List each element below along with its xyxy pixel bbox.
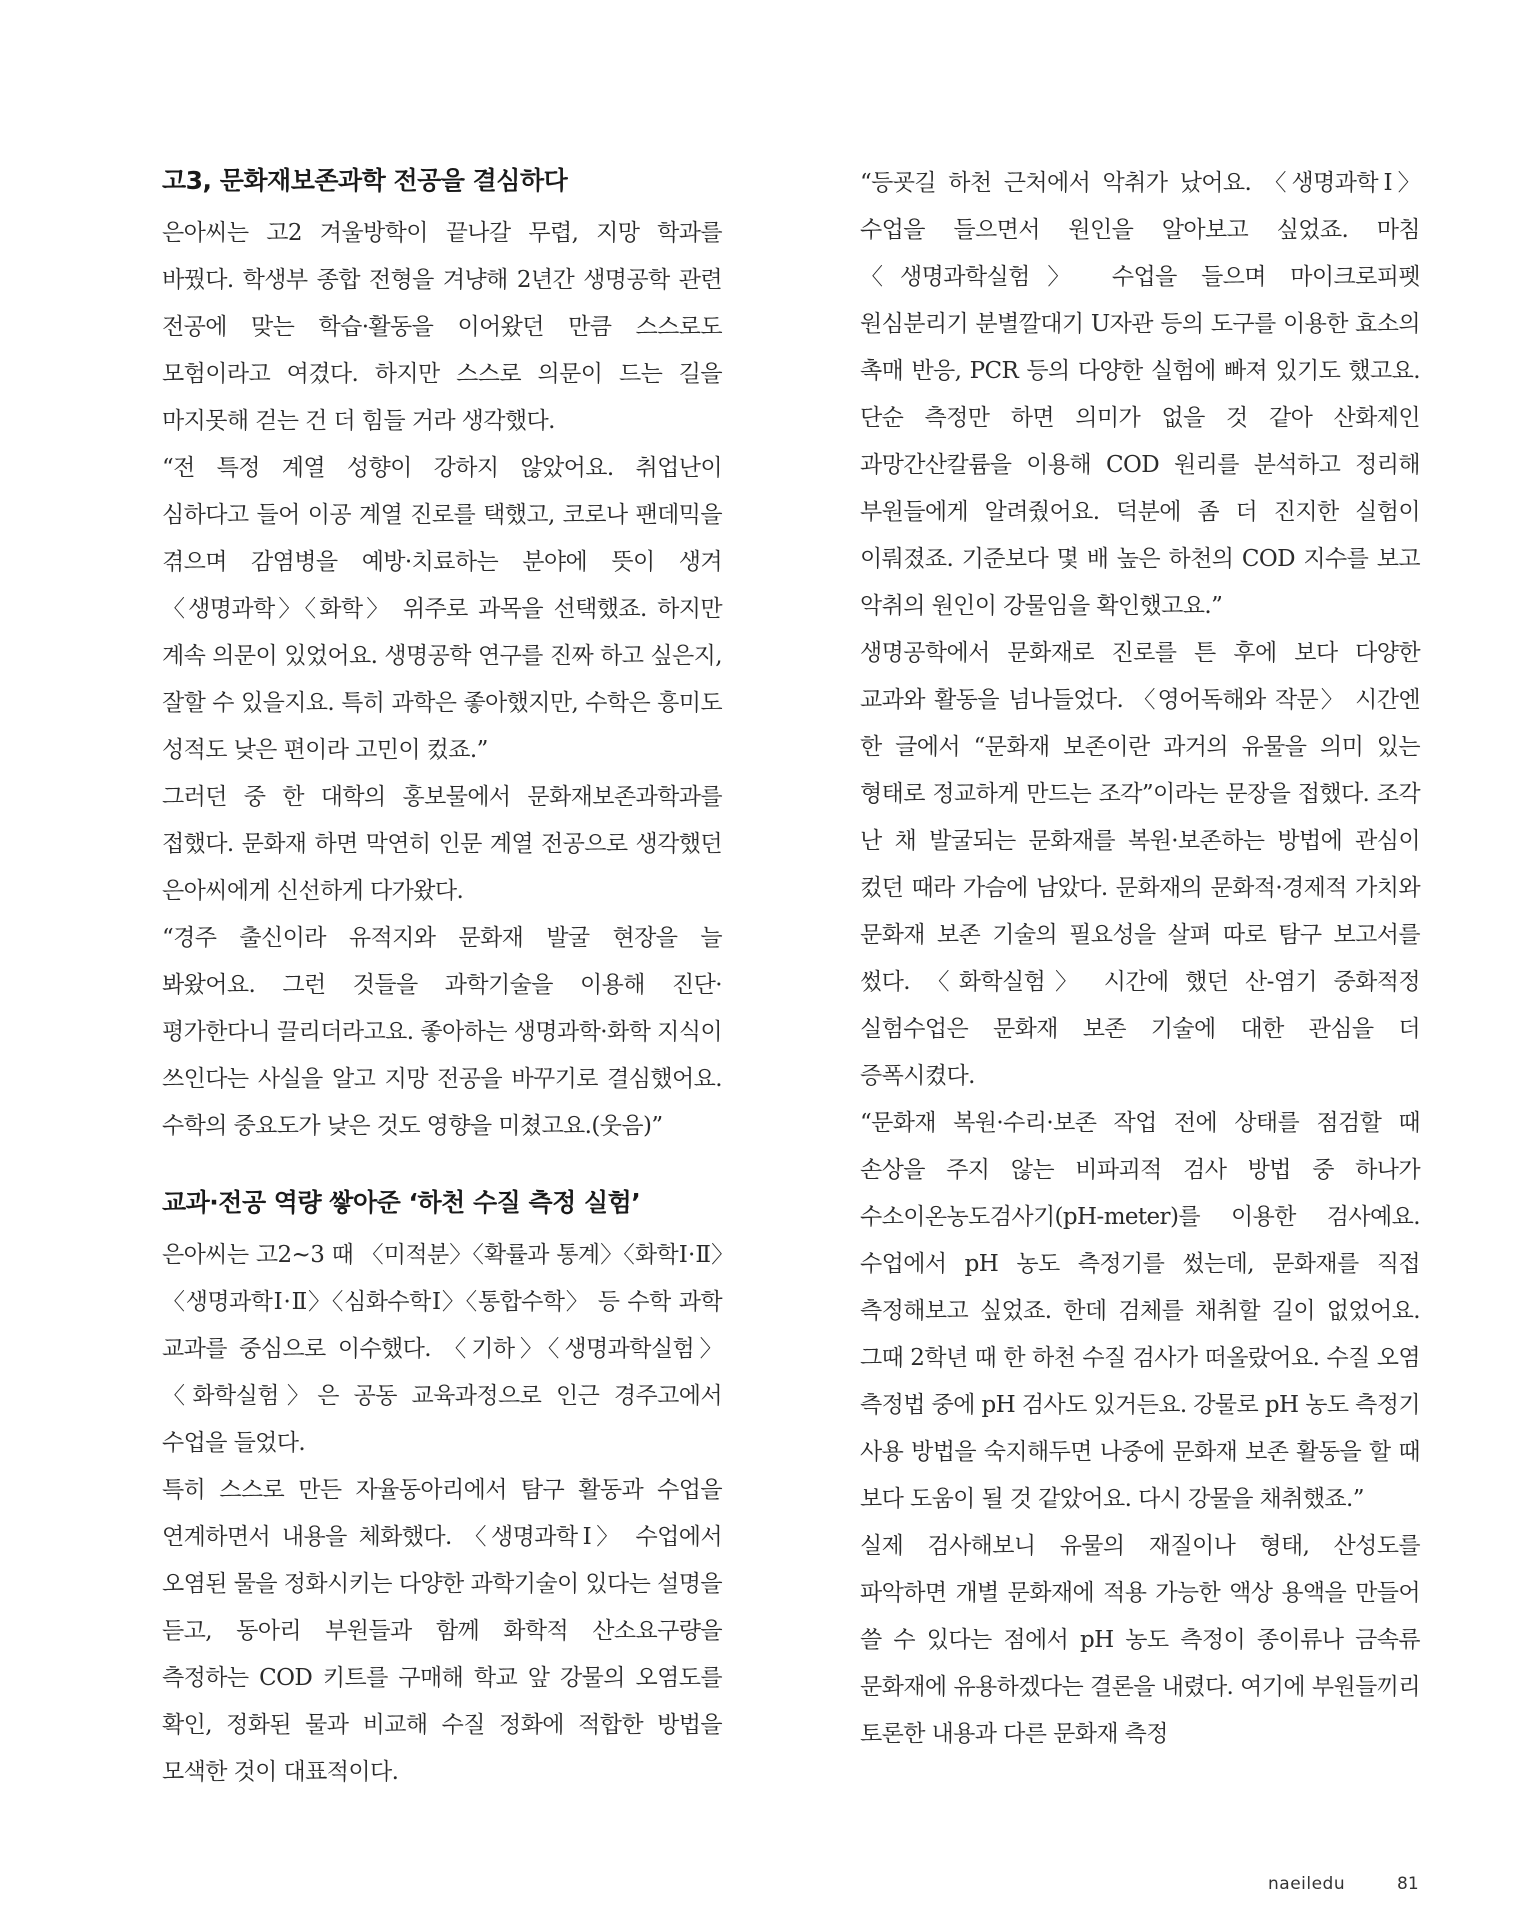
paragraph: 그러던 중 한 대학의 홍보물에서 문화재보존과학과를 접했다. 문화재 하면 막연히 인문 계열 전공으로 생각했던 은아씨에게 신선하게 다가왔다. xyxy=(162,784,722,904)
section-heading-2: 교과·전공 역량 쌓아준 ‘하천 수질 측정 실험’ xyxy=(162,1188,641,1217)
right-column xyxy=(860,160,1420,1758)
paragraph: “등굣길 하천 근처에서 악취가 났어요. 〈생명과학Ⅰ〉 수업을 들으면서 원인을 알아보고 싶었죠. 마침 〈생명과학실험〉 수업을 들으며 마이크로피펫 원심분리기 분별깔대기 U자관 등의 도구를 이용한 효소의 촉매 반응, PCR 등의 다양한 실험에 빠져 있기도 했고요. 단순 측정만 하면 의미가 없을 것 같아 산화제인 과망간산칼륨을 이용해 COD 원리를 분석하고 정리해 부원들에게 알려줬어요. 덕분에 좀 더 진지한 실험이 이뤄졌죠. 기준보다 몇 배 높은 하천의 COD 지수를 보고 악취의 원인이 강물임을 확인했고요.” xyxy=(860,170,1420,619)
footer-brand: naeiledu xyxy=(1268,1874,1346,1894)
paragraph: 은아씨는 고2~3 때 〈미적분〉〈확률과 통계〉〈화학Ⅰ·Ⅱ〉〈생명과학Ⅰ·Ⅱ〉〈심화수학Ⅰ〉〈통합수학〉 등 수학 과학 교과를 중심으로 이수했다. 〈기하〉〈생명과학실험〉〈화학실험〉은 공동 교육과정으로 인근 경주고에서 수업을 들었다. xyxy=(162,1242,722,1456)
left-column xyxy=(162,160,722,1796)
paragraph: 생명공학에서 문화재로 진로를 튼 후에 보다 다양한 교과와 활동을 넘나들었다. 〈영어독해와 작문〉 시간엔 한 글에서 “문화재 보존이란 과거의 유물을 의미 있는 형태로 정교하게 만드는 조각”이라는 문장을 접했다. 조각 난 채 발굴되는 문화재를 복원·보존하는 방법에 관심이 컸던 때라 가슴에 남았다. 문화재의 문화적·경제적 가치와 문화재 보존 기술의 필요성을 살펴 따로 탐구 보고서를 썼다. 〈화학실험〉 시간에 했던 산-염기 중화적정 실험수업은 문화재 보존 기술에 대한 관심을 더 증폭시켰다. xyxy=(860,640,1420,1089)
paragraph: “경주 출신이라 유적지와 문화재 발굴 현장을 늘 봐왔어요. 그런 것들을 과학기술을 이용해 진단·평가한다니 끌리더라고요. 좋아하는 생명과학·화학 지식이 쓰인다는 사실을 알고 지망 전공을 바꾸기로 결심했어요. 수학의 중요도가 낮은 것도 영향을 미쳤고요.(웃음)” xyxy=(162,925,722,1139)
page-number: 81 xyxy=(1397,1874,1419,1894)
section-heading-1: 고3, 문화재보존과학 전공을 결심하다 xyxy=(162,166,568,195)
paragraph: 은아씨는 고2 겨울방학이 끝나갈 무렵, 지망 학과를 바꿨다. 학생부 종합 전형을 겨냥해 2년간 생명공학 관련 전공에 맞는 학습·활동을 이어왔던 만큼 스스로도 모험이라고 여겼다. 하지만 스스로 의문이 드는 길을 마지못해 걷는 건 더 힘들 거라 생각했다. xyxy=(162,220,722,434)
paragraph: “전 특정 계열 성향이 강하지 않았어요. 취업난이 심하다고 들어 이공 계열 진로를 택했고, 코로나 팬데믹을 겪으며 감염병을 예방·치료하는 분야에 뜻이 생겨 〈생명과학〉〈화학〉 위주로 과목을 선택했죠. 하지만 계속 의문이 있었어요. 생명공학 연구를 진짜 하고 싶은지, 잘할 수 있을지요. 특히 과학은 좋아했지만, 수학은 흥미도 성적도 낮은 편이라 고민이 컸죠.” xyxy=(162,455,722,763)
paragraph: 특히 스스로 만든 자율동아리에서 탐구 활동과 수업을 연계하면서 내용을 체화했다. 〈생명과학Ⅰ〉 수업에서 오염된 물을 정화시키는 다양한 과학기술이 있다는 설명을 듣고, 동아리 부원들과 함께 화학적 산소요구량을 측정하는 COD 키트를 구매해 학교 앞 강물의 오염도를 확인, 정화된 물과 비교해 수질 정화에 적합한 방법을 모색한 것이 대표적이다. xyxy=(162,1477,722,1785)
paragraph: “문화재 복원·수리·보존 작업 전에 상태를 점검할 때 손상을 주지 않는 비파괴적 검사 방법 중 하나가 수소이온농도검사기(pH-meter)를 이용한 검사예요. 수업에서 pH 농도 측정기를 썼는데, 문화재를 직접 측정해보고 싶었죠. 한데 검체를 채취할 길이 없었어요. 그때 2학년 때 한 하천 수질 검사가 떠올랐어요. 수질 오염 측정법 중에 pH 검사도 있거든요. 강물로 pH 농도 측정기 사용 방법을 숙지해두면 나중에 문화재 보존 활동을 할 때 보다 도움이 될 것 같았어요. 다시 강물을 채취했죠.” xyxy=(860,1110,1420,1512)
paragraph: 실제 검사해보니 유물의 재질이나 형태, 산성도를 파악하면 개별 문화재에 적용 가능한 액상 용액을 만들어 쓸 수 있다는 점에서 pH 농도 측정이 종이류나 금속류 문화재에 유용하겠다는 결론을 내렸다. 여기에 부원들끼리 토론한 내용과 다른 문화재 측정 xyxy=(860,1533,1420,1747)
